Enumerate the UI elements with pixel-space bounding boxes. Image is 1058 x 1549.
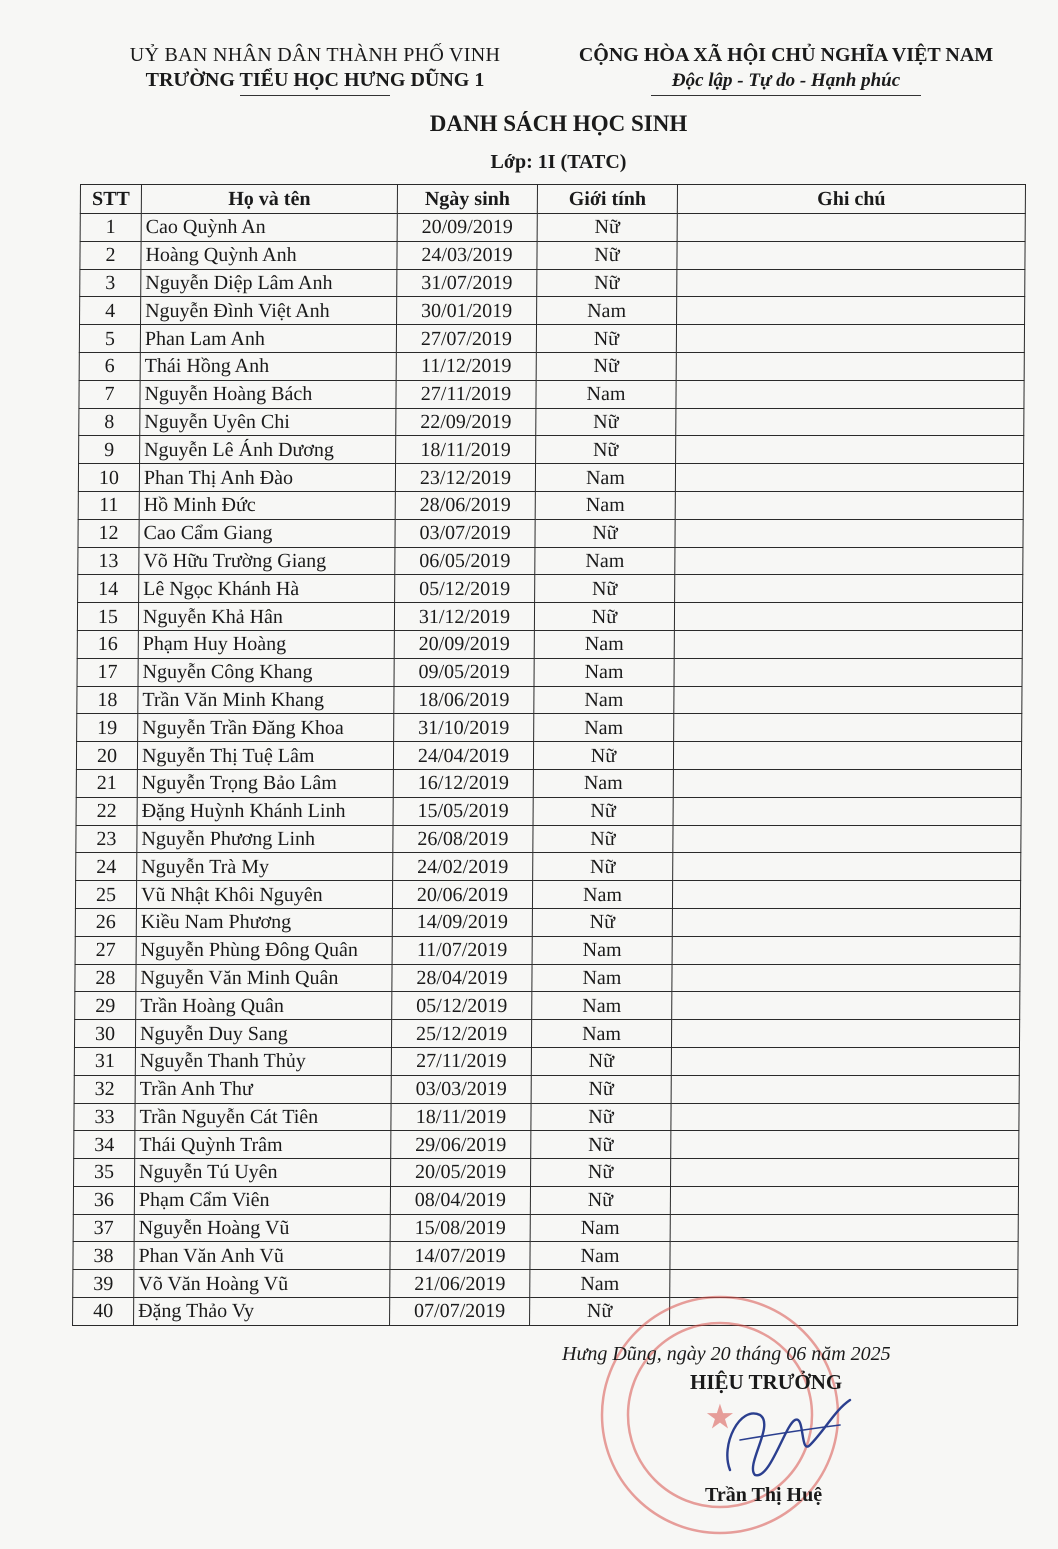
dob-cell: 06/05/2019 [395, 547, 535, 575]
stt-cell: 22 [76, 797, 137, 825]
table-header-row [80, 185, 1025, 214]
note-cell [670, 1186, 1018, 1214]
stt-cell: 39 [73, 1270, 134, 1298]
dob-cell: 15/05/2019 [393, 797, 533, 825]
stt-cell: 13 [78, 547, 139, 575]
dob-cell: 18/11/2019 [391, 1103, 531, 1131]
name-cell: Phan Văn Anh Vũ [134, 1242, 390, 1270]
name-cell: Nguyễn Đình Việt Anh [141, 297, 397, 325]
gender-cell: Nam [531, 1020, 671, 1048]
dob-cell: 24/02/2019 [393, 853, 533, 881]
stt-cell: 19 [77, 714, 138, 742]
school-name: TRƯỜNG TIỂU HỌC HƯNG DŨNG 1 [145, 69, 485, 91]
note-cell [670, 1242, 1018, 1270]
table-row [76, 742, 1021, 770]
gender-cell: Nam [532, 881, 672, 909]
dob-cell: 28/04/2019 [392, 964, 532, 992]
gender-cell: Nam [534, 686, 674, 714]
name-cell: Thái Hồng Anh [140, 352, 396, 380]
gender-cell: Nam [533, 769, 673, 797]
name-cell: Nguyễn Trần Đăng Khoa [138, 714, 394, 742]
note-cell [674, 714, 1022, 742]
gender-cell: Nam [534, 714, 674, 742]
header-left [95, 44, 535, 96]
note-cell [673, 853, 1021, 881]
stt-cell: 20 [76, 742, 137, 770]
col-header-dob: Ngày sinh [397, 185, 537, 214]
name-cell: Trần Anh Thư [135, 1075, 391, 1103]
note-cell [671, 1159, 1019, 1187]
dob-cell: 20/09/2019 [394, 630, 534, 658]
col-header-note: Ghi chú [677, 185, 1025, 214]
note-cell [671, 1075, 1019, 1103]
table-row [77, 658, 1022, 686]
dob-cell: 20/06/2019 [392, 881, 532, 909]
name-cell: Kiều Nam Phương [136, 908, 392, 936]
stt-cell: 1 [80, 214, 141, 242]
gender-cell: Nữ [533, 742, 673, 770]
gender-cell: Nữ [536, 352, 676, 380]
table-row [74, 1047, 1019, 1075]
stt-cell: 33 [74, 1103, 135, 1131]
note-cell [674, 630, 1022, 658]
note-cell [677, 297, 1025, 325]
gender-cell: Nam [534, 658, 674, 686]
name-cell: Vũ Nhật Khôi Nguyên [136, 881, 392, 909]
gender-cell: Nữ [535, 519, 675, 547]
col-header-gender: Giới tính [537, 185, 677, 214]
note-cell [674, 603, 1022, 631]
gender-cell: Nam [532, 992, 672, 1020]
name-cell: Trần Nguyễn Cát Tiên [135, 1103, 391, 1131]
note-cell [676, 380, 1024, 408]
dob-cell: 29/06/2019 [391, 1131, 531, 1159]
dob-cell: 31/07/2019 [397, 269, 537, 297]
name-cell: Nguyễn Diệp Lâm Anh [141, 269, 397, 297]
table-row [76, 769, 1021, 797]
stt-cell: 38 [73, 1242, 134, 1270]
table-row [75, 881, 1020, 909]
table-row [75, 992, 1020, 1020]
table-row [78, 547, 1023, 575]
table-row [77, 630, 1022, 658]
col-header-stt: STT [80, 185, 141, 214]
dob-cell: 20/09/2019 [397, 214, 537, 242]
note-cell [671, 1020, 1019, 1048]
dob-cell: 18/11/2019 [396, 436, 536, 464]
gender-cell: Nữ [536, 408, 676, 436]
dob-cell: 03/03/2019 [391, 1075, 531, 1103]
stt-cell: 31 [74, 1047, 135, 1075]
note-cell [675, 547, 1023, 575]
name-cell: Nguyễn Văn Minh Quân [136, 964, 392, 992]
header-right [552, 44, 1020, 96]
name-cell: Nguyễn Lê Ánh Dương [140, 436, 396, 464]
dob-cell: 16/12/2019 [393, 769, 533, 797]
stt-cell: 34 [74, 1131, 135, 1159]
name-cell: Đặng Huỳnh Khánh Linh [137, 797, 393, 825]
table-row [76, 825, 1021, 853]
note-cell [672, 964, 1020, 992]
dob-cell: 31/10/2019 [394, 714, 534, 742]
dob-cell: 07/07/2019 [390, 1298, 530, 1326]
dob-cell: 08/04/2019 [390, 1186, 530, 1214]
gender-cell: Nữ [531, 1103, 671, 1131]
dob-cell: 05/12/2019 [395, 575, 535, 603]
header-left-underline [240, 95, 390, 96]
stt-cell: 4 [80, 297, 141, 325]
note-cell [672, 908, 1020, 936]
dob-cell: 27/07/2019 [396, 325, 536, 353]
table-row [79, 352, 1024, 380]
name-cell: Thái Quỳnh Trâm [135, 1131, 391, 1159]
gender-cell: Nữ [533, 853, 673, 881]
dob-cell: 18/06/2019 [394, 686, 534, 714]
name-cell: Trần Hoàng Quân [136, 992, 392, 1020]
table-row [74, 1075, 1019, 1103]
stt-cell: 16 [77, 630, 138, 658]
name-cell: Nguyễn Hoàng Bách [140, 380, 396, 408]
name-cell: Nguyễn Hoàng Vũ [134, 1214, 390, 1242]
gender-cell: Nam [532, 964, 672, 992]
stt-cell: 36 [73, 1186, 134, 1214]
table-row [75, 908, 1020, 936]
name-cell: Nguyễn Tú Uyên [135, 1159, 391, 1187]
stt-cell: 40 [73, 1298, 134, 1326]
gender-cell: Nam [530, 1214, 670, 1242]
stt-cell: 6 [79, 352, 140, 380]
dob-cell: 31/12/2019 [394, 603, 534, 631]
gender-cell: Nam [535, 547, 675, 575]
stt-cell: 37 [73, 1214, 134, 1242]
note-cell [675, 519, 1023, 547]
note-cell [677, 214, 1025, 242]
gender-cell: Nữ [532, 908, 672, 936]
stt-cell: 5 [79, 325, 140, 353]
dob-cell: 27/11/2019 [391, 1047, 531, 1075]
signer-name: Trần Thị Huệ [705, 1484, 823, 1506]
note-cell [671, 1047, 1019, 1075]
dob-cell: 03/07/2019 [395, 519, 535, 547]
class-label: Lớp: 1I (TATC) [490, 151, 627, 173]
dob-cell: 23/12/2019 [395, 464, 535, 492]
table-row [79, 436, 1024, 464]
note-cell [674, 658, 1022, 686]
note-cell [675, 575, 1023, 603]
note-cell [674, 686, 1022, 714]
table-row [74, 1159, 1019, 1187]
note-cell [670, 1214, 1018, 1242]
name-cell: Nguyễn Uyên Chi [140, 408, 396, 436]
table-row [73, 1242, 1018, 1270]
table-row [74, 1131, 1019, 1159]
note-cell [673, 769, 1021, 797]
gender-cell: Nữ [536, 325, 676, 353]
dob-cell: 11/12/2019 [396, 352, 536, 380]
stt-cell: 8 [79, 408, 140, 436]
name-cell: Hồ Minh Đức [139, 491, 395, 519]
dob-cell: 14/09/2019 [392, 908, 532, 936]
stt-cell: 29 [75, 992, 136, 1020]
table-row [78, 464, 1023, 492]
dob-cell: 25/12/2019 [391, 1020, 531, 1048]
signing-date: Hưng Dũng, ngày 20 tháng 06 năm 2025 [562, 1343, 891, 1365]
note-cell [677, 241, 1025, 269]
svg-text:★: ★ [706, 1401, 734, 1434]
col-header-name: Họ và tên [141, 185, 397, 214]
principal-signature [700, 1385, 860, 1485]
dob-cell: 27/11/2019 [396, 380, 536, 408]
table-row [73, 1270, 1018, 1298]
name-cell: Nguyễn Trọng Bảo Lâm [137, 769, 393, 797]
gender-cell: Nam [535, 464, 675, 492]
dob-cell: 26/08/2019 [393, 825, 533, 853]
stt-cell: 9 [79, 436, 140, 464]
stt-cell: 15 [77, 603, 138, 631]
stt-cell: 27 [75, 936, 136, 964]
note-cell [676, 436, 1024, 464]
stt-cell: 7 [79, 380, 140, 408]
name-cell: Phạm Cẩm Viên [134, 1186, 390, 1214]
table-row [78, 491, 1023, 519]
table-row [79, 408, 1024, 436]
dob-cell: 14/07/2019 [390, 1242, 530, 1270]
table-row [77, 686, 1022, 714]
gender-cell: Nam [530, 1242, 670, 1270]
gender-cell: Nữ [531, 1159, 671, 1187]
table-row [80, 297, 1025, 325]
table-row [76, 797, 1021, 825]
name-cell: Nguyễn Khả Hân [138, 603, 394, 631]
dob-cell: 28/06/2019 [395, 491, 535, 519]
table-row [74, 1020, 1019, 1048]
gender-cell: Nữ [534, 603, 674, 631]
note-cell [671, 1103, 1019, 1131]
national-motto: Độc lập - Tự do - Hạnh phúc [671, 70, 901, 91]
gender-cell: Nữ [530, 1298, 670, 1326]
name-cell: Nguyễn Công Khang [138, 658, 394, 686]
dob-cell: 24/03/2019 [397, 241, 537, 269]
note-cell [676, 408, 1024, 436]
dob-cell: 11/07/2019 [392, 936, 532, 964]
stt-cell: 2 [80, 241, 141, 269]
signer-role: HIỆU TRƯỞNG [690, 1370, 843, 1394]
name-cell: Nguyễn Trà My [137, 853, 393, 881]
note-cell [673, 825, 1021, 853]
table-row [77, 603, 1022, 631]
table-row [80, 241, 1025, 269]
gender-cell: Nam [535, 491, 675, 519]
table-row [80, 269, 1025, 297]
note-cell [672, 936, 1020, 964]
stt-cell: 26 [75, 908, 136, 936]
gender-cell: Nữ [533, 825, 673, 853]
dob-cell: 30/01/2019 [397, 297, 537, 325]
name-cell: Hoàng Quỳnh Anh [141, 241, 397, 269]
gender-cell: Nam [536, 380, 676, 408]
note-cell [676, 325, 1024, 353]
stt-cell: 17 [77, 658, 138, 686]
document-title: DANH SÁCH HỌC SINH [429, 111, 688, 136]
table-row [73, 1186, 1018, 1214]
stt-cell: 12 [78, 519, 139, 547]
name-cell: Nguyễn Thanh Thủy [135, 1047, 391, 1075]
gender-cell: Nam [534, 630, 674, 658]
table-row [74, 1103, 1019, 1131]
table-row [75, 936, 1020, 964]
stt-cell: 28 [75, 964, 136, 992]
authority-name: UỶ BAN NHÂN DÂN THÀNH PHỐ VINH [129, 44, 501, 66]
dob-cell: 05/12/2019 [392, 992, 532, 1020]
gender-cell: Nữ [537, 269, 677, 297]
gender-cell: Nữ [531, 1075, 671, 1103]
stt-cell: 3 [80, 269, 141, 297]
dob-cell: 22/09/2019 [396, 408, 536, 436]
name-cell: Võ Hữu Trường Giang [139, 547, 395, 575]
name-cell: Nguyễn Thị Tuệ Lâm [137, 742, 393, 770]
note-cell [673, 742, 1021, 770]
stt-cell: 21 [76, 769, 137, 797]
student-table [72, 184, 1026, 1326]
name-cell: Trần Văn Minh Khang [138, 686, 394, 714]
table-row [76, 853, 1021, 881]
dob-cell: 24/04/2019 [393, 742, 533, 770]
name-cell: Cao Quỳnh An [141, 214, 397, 242]
note-cell [677, 269, 1025, 297]
note-cell [671, 1131, 1019, 1159]
table-row [79, 380, 1024, 408]
name-cell: Lê Ngọc Khánh Hà [139, 575, 395, 603]
note-cell [675, 464, 1023, 492]
dob-cell: 15/08/2019 [390, 1214, 530, 1242]
dob-cell: 20/05/2019 [391, 1159, 531, 1187]
name-cell: Nguyễn Phùng Đông Quân [136, 936, 392, 964]
gender-cell: Nam [530, 1270, 670, 1298]
table-row [77, 714, 1022, 742]
note-cell [672, 992, 1020, 1020]
gender-cell: Nữ [533, 797, 673, 825]
table-row [75, 964, 1020, 992]
name-cell: Phạm Huy Hoàng [138, 630, 394, 658]
stt-cell: 18 [77, 686, 138, 714]
stt-cell: 11 [78, 491, 139, 519]
note-cell [673, 797, 1021, 825]
gender-cell: Nữ [530, 1186, 670, 1214]
note-cell [675, 491, 1023, 519]
stt-cell: 24 [76, 853, 137, 881]
table-row [78, 519, 1023, 547]
name-cell: Cao Cẩm Giang [139, 519, 395, 547]
name-cell: Võ Văn Hoàng Vũ [134, 1270, 390, 1298]
gender-cell: Nam [537, 297, 677, 325]
name-cell: Đặng Thảo Vy [134, 1298, 390, 1326]
stt-cell: 25 [75, 881, 136, 909]
stt-cell: 10 [78, 464, 139, 492]
national-title: CỘNG HÒA XÃ HỘI CHỦ NGHĨA VIỆT NAM [578, 44, 994, 66]
stt-cell: 23 [76, 825, 137, 853]
dob-cell: 21/06/2019 [390, 1270, 530, 1298]
stt-cell: 30 [74, 1020, 135, 1048]
table-row [78, 575, 1023, 603]
gender-cell: Nữ [535, 575, 675, 603]
gender-cell: Nữ [537, 241, 677, 269]
header-right-underline [651, 95, 921, 96]
gender-cell: Nữ [536, 436, 676, 464]
table-row [73, 1298, 1018, 1326]
name-cell: Nguyễn Phương Linh [137, 825, 393, 853]
table-row [73, 1214, 1018, 1242]
note-cell [676, 352, 1024, 380]
gender-cell: Nữ [531, 1131, 671, 1159]
gender-cell: Nữ [531, 1047, 671, 1075]
name-cell: Phan Lam Anh [140, 325, 396, 353]
stt-cell: 14 [78, 575, 139, 603]
stt-cell: 35 [74, 1159, 135, 1187]
dob-cell: 09/05/2019 [394, 658, 534, 686]
name-cell: Nguyễn Duy Sang [135, 1020, 391, 1048]
table-row [80, 214, 1025, 242]
table-row [79, 325, 1024, 353]
gender-cell: Nam [532, 936, 672, 964]
gender-cell: Nữ [537, 214, 677, 242]
stt-cell: 32 [74, 1075, 135, 1103]
note-cell [672, 881, 1020, 909]
name-cell: Phan Thị Anh Đào [139, 464, 395, 492]
